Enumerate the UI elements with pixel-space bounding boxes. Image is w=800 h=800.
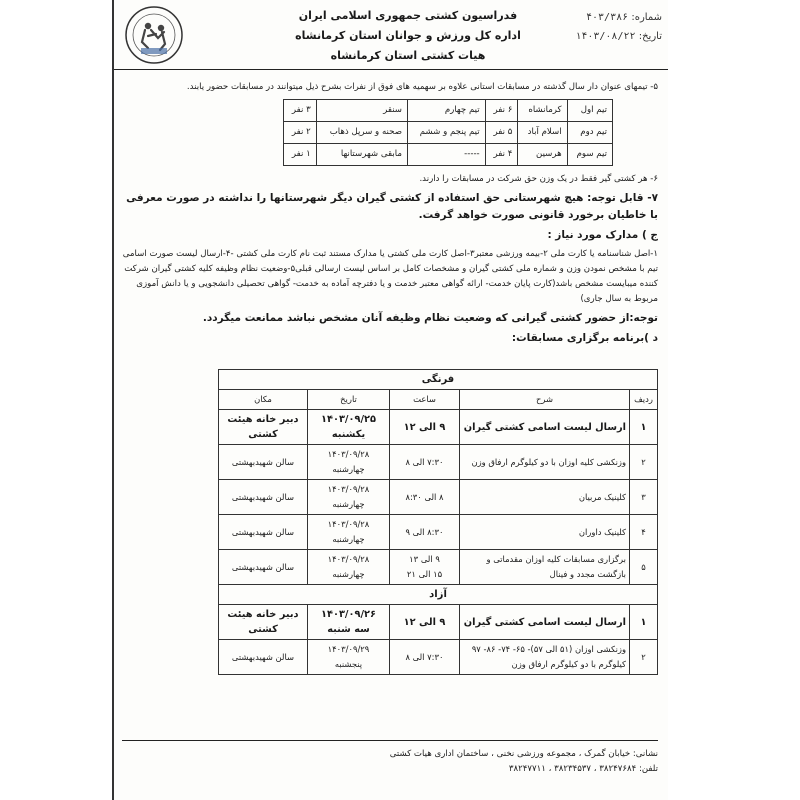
row-day: چهارشنبه <box>332 464 365 474</box>
row-date: ۱۴۰۳/۰۹/۲۵ <box>321 414 376 425</box>
row-date-cell <box>308 480 390 515</box>
schedule-column-header: ردیف <box>630 390 658 410</box>
row-date-cell <box>308 550 390 585</box>
schedule-row <box>219 640 658 675</box>
row-date: ۱۴۰۳/۰۹/۲۸ <box>327 484 370 494</box>
quota-cell: ۵ نفر <box>485 122 518 144</box>
row-time: ۷:۳۰ الی ۸ <box>405 651 444 662</box>
row-time: ۹ الی ۱۳ <box>409 554 440 564</box>
row-time: ۸:۳۰ الی ۹ <box>405 526 444 537</box>
row-day: یکشنبه <box>331 429 366 440</box>
quota-cell: تیم اول <box>567 100 612 122</box>
row-place: دبیر خانه هیئت کشتی <box>219 410 308 445</box>
row-time: ۸ الی ۸:۳۰ <box>405 491 444 502</box>
row-place: سالن شهیدبهشتی <box>219 480 308 515</box>
quota-row <box>284 122 613 144</box>
row-number: ۲ <box>630 445 658 480</box>
row-day: چهارشنبه <box>332 569 365 579</box>
row-time: ۷:۳۰ الی ۸ <box>405 456 444 467</box>
row-place: سالن شهیدبهشتی <box>219 445 308 480</box>
row-time-cell <box>390 605 460 640</box>
row-number: ۴ <box>630 515 658 550</box>
row-date: ۱۴۰۳/۰۹/۲۹ <box>327 644 370 654</box>
letter-body <box>122 80 658 675</box>
org-title-line1: فدراسیون کشتی جمهوری اسلامی ایران <box>298 9 518 22</box>
quota-row <box>284 100 613 122</box>
document-meta <box>575 8 662 46</box>
row-place: دبیر خانه هیئت کشتی <box>219 605 308 640</box>
quota-table <box>283 99 613 166</box>
row-time-cell <box>390 480 460 515</box>
row-description: وزنکشی کلیه اوزان با دو کیلوگرم ارفاق وزن <box>460 445 630 480</box>
number-value: ۴۰۳/۳۸۶ <box>586 12 629 23</box>
quota-cell: ۴ نفر <box>485 144 518 166</box>
quota-cell: تیم پنجم و ششم <box>408 122 486 144</box>
schedule-table <box>218 369 658 675</box>
quota-cell: هرسین <box>518 144 567 166</box>
row-date-cell <box>308 605 390 640</box>
letter-page <box>112 0 668 800</box>
row-place: سالن شهیدبهشتی <box>219 640 308 675</box>
row-place: سالن شهیدبهشتی <box>219 515 308 550</box>
row-description: ارسال لیست اسامی کشتی گیران <box>460 410 630 445</box>
row-time-cell <box>390 410 460 445</box>
row-day: پنجشنبه <box>334 659 363 669</box>
documents-heading: ج ) مدارک مورد نیاز : <box>547 229 658 241</box>
item-5: ۵- تیمهای عنوان دار سال گذشته در مسابقات استانی علاوه بر سهمیه های فوق از نفرات بشرح ذیل میتوانند در مسابقات حضور یابند. <box>186 82 658 92</box>
row-date: ۱۴۰۳/۰۹/۲۶ <box>321 609 376 620</box>
schedule-section-title: فرنگی <box>219 370 658 390</box>
quota-cell: سنقر <box>316 100 407 122</box>
quota-cell: تیم سوم <box>567 144 612 166</box>
quota-cell: صحنه و سرپل ذهاب <box>316 122 407 144</box>
quota-cell: تیم چهارم <box>408 100 486 122</box>
schedule-section-row <box>219 370 658 390</box>
row-date-cell <box>308 445 390 480</box>
org-title-line3: هیات کشتی استان کرمانشاه <box>330 49 486 62</box>
schedule-section-title: آزاد <box>219 585 658 605</box>
row-date: ۱۴۰۳/۰۹/۲۸ <box>327 519 370 529</box>
quota-cell: ----- <box>408 144 486 166</box>
program-heading: د )برنامه برگزاری مسابقات: <box>511 332 658 344</box>
row-date: ۱۴۰۳/۰۹/۲۸ <box>327 554 370 564</box>
organization-titles <box>288 6 528 66</box>
schedule-row <box>219 605 658 640</box>
row-date-cell <box>308 640 390 675</box>
schedule-row <box>219 550 658 585</box>
schedule-row <box>219 480 658 515</box>
row-number: ۵ <box>630 550 658 585</box>
wrestling-federation-logo <box>118 4 190 66</box>
schedule-row <box>219 410 658 445</box>
row-number: ۱ <box>630 410 658 445</box>
quota-cell: کرمانشاه <box>518 100 567 122</box>
schedule-column-header: ساعت <box>390 390 460 410</box>
schedule-header-row <box>219 390 658 410</box>
quota-cell: ۶ نفر <box>485 100 518 122</box>
quota-cell: ۱ نفر <box>284 144 317 166</box>
address-text: نشانی: خیابان گمرک ، مجموعه ورزشی نخنی ، ساختمان اداری هیات کشتی <box>389 749 658 759</box>
row-time-cell <box>390 640 460 675</box>
schedule-section-row <box>219 585 658 605</box>
date-value: ۱۴۰۳/۰۸/۲۲ <box>575 31 636 42</box>
row-number: ۲ <box>630 640 658 675</box>
row-time-2: ۱۵ الی ۲۱ <box>406 569 443 579</box>
phone-text: تلفن: ۳۸۲۴۷۶۸۴ ، ۳۸۲۳۴۵۳۷ ، ۳۸۲۴۷۷۱۱ <box>508 764 658 774</box>
letterhead <box>114 0 668 70</box>
row-description: وزنکشی اوزان (۵۱ الی ۵۷)- ۶۵- ۷۴- ۸۶- ۹۷ کیلوگرم با دو کیلوگرم ارفاق وزن <box>460 640 630 675</box>
row-day: سه شنبه <box>327 624 370 635</box>
quota-cell: ۲ نفر <box>284 122 317 144</box>
row-time: ۹ الی ۱۲ <box>403 616 446 628</box>
item-6: ۶- هر کشتی گیر فقط در یک وزن حق شرکت در مسابقات را دارند. <box>419 174 658 184</box>
military-service-note: توجه:از حضور کشتی گیرانی که وضعیت نظام وظیفه آنان مشخص نباشد ممانعت میگردد. <box>202 312 658 324</box>
row-day: چهارشنبه <box>332 499 365 509</box>
row-date-cell <box>308 515 390 550</box>
schedule-column-header: مکان <box>219 390 308 410</box>
row-date-cell <box>308 410 390 445</box>
schedule-row <box>219 515 658 550</box>
row-time-cell <box>390 445 460 480</box>
documents-text: ۱-اصل شناسنامه یا کارت ملی ۲-بیمه ورزشی معتبر۳-اصل کارت ملی کشتی یا مدارک مستند ثبت نام کارت ملی کشتی -۴-ارسال لیست صورت اسامی تیم با مشخص نمودن وزن و شماره ملی کشتی گیران و مشخصات کامل بر اساس لیست ارسالی قبلی۵-وضعیت نظام وظیفه کلیه کشتی گیران شرکت کننده میبایست مشخص باشد(کارت پایان خدمت- ارائه گواهی معتبر خدمت و یا دفترچه آماده به خدمت- گواهی تحصیلی دانشجویی و یا دانش آموزی مربوط به سال جاری) <box>122 249 658 304</box>
row-description: کلینیک داوران <box>460 515 630 550</box>
row-description: ارسال لیست اسامی کشتی گیران <box>460 605 630 640</box>
org-title-line2: اداره کل ورزش و جوانان استان کرمانشاه <box>295 29 521 42</box>
quota-row <box>284 144 613 166</box>
letter-footer <box>122 740 658 777</box>
row-number: ۱ <box>630 605 658 640</box>
row-day: چهارشنبه <box>332 534 365 544</box>
row-place: سالن شهیدبهشتی <box>219 550 308 585</box>
date-label: تاریخ: <box>638 31 662 42</box>
number-label: شماره: <box>631 12 662 23</box>
item-7: ۷- قابل توجه: هیچ شهرستانی حق استفاده از کشتی گیران دیگر شهرستانها را نداشته در صورت معرفی با خاطیان برخورد قانونی صورت خواهد گرفت. <box>126 192 658 221</box>
row-time: ۹ الی ۱۲ <box>403 421 446 433</box>
schedule-row <box>219 445 658 480</box>
quota-cell: ۳ نفر <box>284 100 317 122</box>
row-description: برگزاری مسابقات کلیه اوزان مقدماتی و بازگشت مجدد و فینال <box>460 550 630 585</box>
quota-cell: تیم دوم <box>567 122 612 144</box>
row-number: ۳ <box>630 480 658 515</box>
row-description: کلینیک مربیان <box>460 480 630 515</box>
schedule-column-header: شرح <box>460 390 630 410</box>
row-time-cell <box>390 515 460 550</box>
schedule-column-header: تاریخ <box>308 390 390 410</box>
quota-cell: اسلام آباد <box>518 122 567 144</box>
row-date: ۱۴۰۳/۰۹/۲۸ <box>327 449 370 459</box>
quota-cell: مابقی شهرستانها <box>316 144 407 166</box>
scan-margin <box>0 0 112 800</box>
row-time-cell <box>390 550 460 585</box>
